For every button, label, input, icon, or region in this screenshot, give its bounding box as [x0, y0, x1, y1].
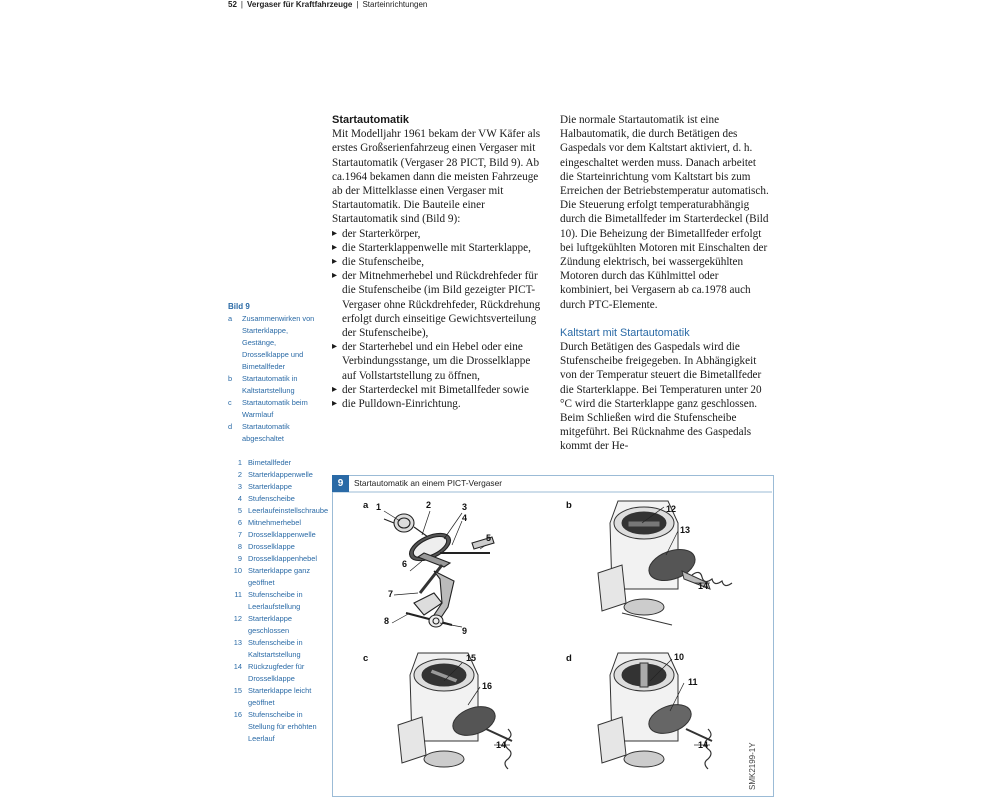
paragraph-halbautomatik: Die normale Startautomatik ist eine Halbautomatik, die durch Betätigen des Gaspedals vor dem Kaltstart aktiviert, d. h. eingeschaltet werden muss. Danach arbeitet die Starteinrichtung vom Kaltstart bis zum Erreichen der Betriebstemperatur automatisch. Die Steuerung erfolgt temperaturabhängig durch die Bimetallfeder im Starterdeckel (Bild 10). Die Beheizung der Bimetallfeder erfolgt bei luftgekühlten Motoren mit Einschalten der Zündung elektrisch, bei wassergekühlten Motoren durch das Kühlmittel oder kombiniert, bei Vergasern ab ca.1978 auch durch PTC-Elemente.: [560, 114, 769, 311]
panel-letter-c: c: [363, 653, 369, 664]
figure-caption: [228, 301, 329, 745]
callout-11: 11: [688, 677, 698, 687]
running-header: 52 | Vergaser für Kraftfahrzeuge | Starteinrichtungen: [228, 0, 428, 9]
legend-item: 7 Drosselklappenwelle: [237, 530, 316, 539]
figure-illustration: [332, 475, 772, 795]
figure-title-bar: [332, 475, 772, 492]
legend-item: 6 Mitnehmerhebel: [237, 518, 301, 527]
callout-7: 7: [388, 589, 394, 599]
callout-12: 12: [666, 504, 677, 514]
legend-item: 5 Leerlaufeinstellschraube: [237, 506, 329, 515]
list-item: ▸ die Stufenscheibe,: [332, 255, 547, 269]
subheading-kaltstart: Kaltstart mit Startautomatik: [560, 326, 690, 339]
legend-item: 11 Stufenscheibe in Leerlaufstellung: [234, 590, 303, 611]
callout-1: 1: [376, 502, 382, 512]
paragraph-kaltstart: Durch Betätigen des Gaspedals wird die Stufenscheibe freigegeben. In Abhängigkeit von der Temperatur steuert die Bimetallfeder die Starterklappe. Bei Temperaturen unter 20 °C wird die Starterklappe ganz geschlossen. Beim Schließen wird die Stufenscheibe mitgeführt. Bei Rücknahme des Gaspedals kommt der He-: [560, 341, 762, 453]
legend-item: 12 Starterklappe geschlossen: [233, 614, 292, 635]
page-number: 52: [228, 0, 237, 9]
legend-item: 9 Drosselklappenhebel: [237, 554, 318, 563]
list-item: ▸ der Mitnehmerhebel und Rückdrehfeder für die Stufenscheibe (im Bild gezeigter PICT-Vergaser ohne Rückdrehfeder, Rückdrehung erfolgt durch einseitige Gewichtsverteilung der Stufenscheibe),: [332, 269, 547, 340]
section-title: Starteinrichtungen: [362, 0, 428, 9]
book-title: Vergaser für Kraftfahrzeuge: [246, 0, 353, 9]
legend-item: 1 Bimetallfeder: [237, 458, 292, 467]
legend-item: 3 Starterklappe: [237, 482, 292, 491]
callout-14: 14: [698, 581, 709, 591]
list-item: ▸ die Pulldown-Einrichtung.: [332, 397, 547, 411]
figure-title: Startautomatik an einem PICT-Vergaser: [354, 478, 503, 488]
legend-item: 4 Stufenscheibe: [237, 494, 295, 503]
intro-paragraph: Mit Modelljahr 1961 bekam der VW Käfer als erstes Großserienfahrzeug einen Vergaser mit Startautomatik (Vergaser 28 PICT, Bild 9). Ab ca.1964 bekamen dann die meisten Fahrzeuge ab der Mittelklasse einen Vergaser mit Startautomatik. Die Bauteile einer Startautomatik sind (Bild 9):: [332, 128, 541, 226]
figure-code: SMK2199-1Y: [748, 742, 757, 790]
callout-15: 15: [466, 653, 477, 663]
legend-item: 14 Rückzugfeder für Drosselklappe: [233, 662, 305, 683]
callout-9: 9: [462, 626, 468, 636]
legend-item: 13 Stufenscheibe in Kaltstartstellung: [233, 638, 303, 659]
panel-b-carburetor: [598, 501, 732, 625]
panel-letter-a: a: [363, 500, 369, 511]
legend-item: 8 Drosselklappe: [237, 542, 295, 551]
callout-14: 14: [698, 740, 709, 750]
caption-title: Bild 9: [228, 302, 250, 311]
list-item: ▸ der Starterhebel und ein Hebel oder eine Verbindungsstange, um die Drosselklappe auf Vollstartstellung zu öffnen,: [332, 340, 547, 383]
callout-16: 16: [482, 681, 493, 691]
callout-2: 2: [426, 500, 432, 510]
callout-10: 10: [674, 652, 685, 662]
list-item: ▸ die Starterklappenwelle mit Starterklappe,: [332, 241, 547, 255]
callout-8: 8: [384, 616, 390, 626]
callout-14: 14: [496, 740, 507, 750]
callout-13: 13: [680, 525, 691, 535]
callout-5: 5: [486, 533, 492, 543]
caption-part: d Startautomatik abgeschaltet: [228, 422, 290, 443]
component-list: [332, 227, 547, 412]
panel-letter-d: d: [566, 653, 572, 664]
panel-letter-b: b: [566, 500, 572, 511]
legend-item: 10 Starterklappe ganz geöffnet: [233, 566, 311, 587]
caption-legend: [228, 457, 329, 745]
caption-part: c Startautomatik beim Warmlauf: [228, 398, 308, 419]
list-item: ▸ der Starterdeckel mit Bimetallfeder sowie: [332, 383, 547, 397]
list-item: ▸ der Starterkörper,: [332, 227, 547, 241]
figure-number: 9: [332, 475, 349, 492]
text-column-1: [332, 113, 547, 411]
callout-3: 3: [462, 502, 468, 512]
callout-4: 4: [462, 513, 468, 523]
legend-item: 15 Starterklappe leicht geöffnet: [233, 686, 312, 707]
panel-a-linkage: [384, 514, 494, 627]
text-column-2: [560, 113, 772, 454]
legend-item: 16 Stufenscheibe in Stellung für erhöhten Leerlauf: [233, 710, 317, 743]
panel-d-carburetor: [598, 653, 712, 769]
caption-part: b Startautomatik in Kaltstartstellung: [228, 374, 298, 395]
legend-item: 2 Starterklappenwelle: [237, 470, 313, 479]
caption-part: a Zusammenwirken von Starterklappe, Gestänge, Drosselklappe und Bimetallfeder: [228, 314, 315, 371]
section-heading: Startautomatik: [332, 114, 410, 126]
callout-6: 6: [402, 559, 408, 569]
